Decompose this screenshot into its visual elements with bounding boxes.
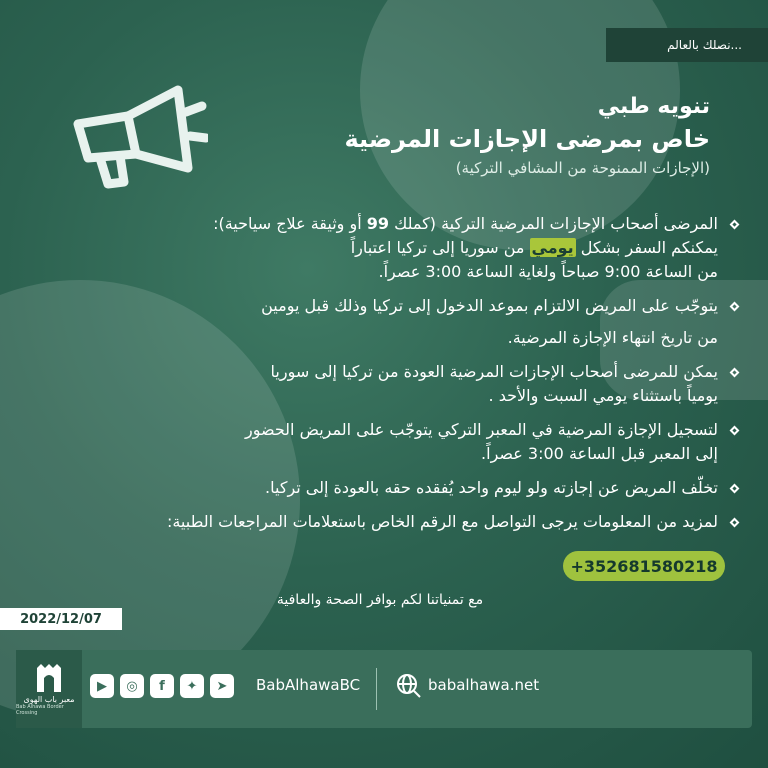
- instagram-icon[interactable]: ◎: [120, 674, 144, 698]
- diamond-bullet-icon: [730, 426, 740, 436]
- facebook-icon[interactable]: f: [150, 674, 174, 698]
- notice-subtitle: خاص بمرضى الإجازات المرضية: [344, 125, 710, 153]
- megaphone-icon: [58, 76, 208, 196]
- list-item: تخلّف المريض عن إجازته ولو ليوم واحد يُفقده حقه بالعودة إلى تركيا.: [40, 476, 740, 500]
- notice-title: تنويه طبي: [597, 94, 710, 119]
- footer-divider: [376, 668, 377, 710]
- slogan-tag: نصلك بالعالم...: [606, 28, 768, 62]
- list-item: يتوجّب على المريض الالتزام بموعد الدخول إلى تركيا وذلك قبل يومين من تاريخ انتهاء الإجازة المرضية.: [40, 294, 740, 350]
- date-badge: 2022/12/07: [0, 608, 122, 630]
- diamond-bullet-icon: [730, 220, 740, 230]
- globe-search-icon: [396, 673, 422, 699]
- wishes-text: مع تمنياتنا لكم بوافر الصحة والعافية: [276, 592, 484, 608]
- list-item: المرضى أصحاب الإجازات المرضية التركية (كملك 99 أو وثيقة علاج سياحية): يمكنكم السفر بشكل يومي من سوريا إلى تركيا اعتباراً من الساعة 9:00 صباحاً ولغاية الساعة 3:00 عصراً.: [40, 212, 740, 284]
- title-block: [250, 92, 710, 180]
- notice-list: [40, 212, 740, 544]
- footer-bar: [16, 650, 752, 728]
- list-item: لمزيد من المعلومات يرجى التواصل مع الرقم الخاص باستعلامات المراجعات الطبية:: [40, 510, 740, 534]
- youtube-icon[interactable]: ▶: [90, 674, 114, 698]
- notice-note: (الإجازات الممنوحة من المشافي التركية): [455, 159, 710, 177]
- diamond-bullet-icon: [730, 368, 740, 378]
- highlight-daily: يومي: [531, 238, 574, 257]
- phone-number[interactable]: +352681580218: [563, 551, 725, 581]
- list-item: لتسجيل الإجازة المرضية في المعبر التركي يتوجّب على المريض الحضور إلى المعبر قبل الساعة 3:00 عصراً.: [40, 418, 740, 466]
- gate-logo-icon: [35, 662, 63, 692]
- list-item: يمكن للمرضى أصحاب الإجازات المرضية العودة من تركيا إلى سوريا يومياً باستثناء يومي السبت والأحد .: [40, 360, 740, 408]
- logo: معبر باب الهوى Bab Alhawa Border Crossing: [16, 650, 82, 728]
- diamond-bullet-icon: [730, 302, 740, 312]
- telegram-icon[interactable]: ➤: [210, 674, 234, 698]
- website-link[interactable]: babalhawa.net: [428, 676, 540, 694]
- social-icons: [90, 674, 234, 698]
- diamond-bullet-icon: [730, 518, 740, 528]
- diamond-bullet-icon: [730, 484, 740, 494]
- social-handle[interactable]: BabAlhawaBC: [256, 676, 361, 694]
- twitter-icon[interactable]: ✦: [180, 674, 204, 698]
